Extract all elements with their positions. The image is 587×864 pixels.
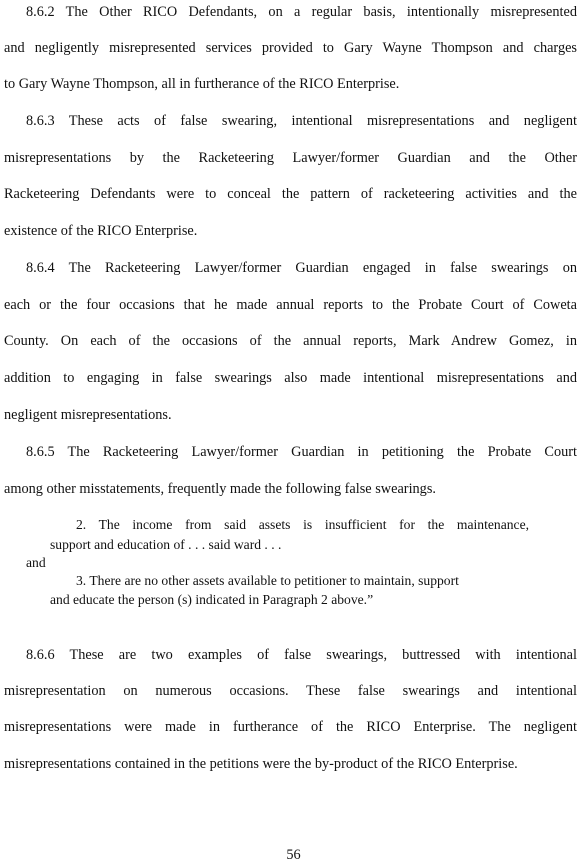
para-8-6-3-line-3: Racketeering Defendants were to conceal the pattern of racketeering activities and the xyxy=(4,186,577,202)
para-8-6-6-line-2: misrepresentation on numerous occasions. These false swearings and intentional xyxy=(4,683,577,699)
quote-line-3: 3. There are no other assets available to petitioner to maintain, support xyxy=(76,573,459,588)
para-8-6-3-line-4: existence of the RICO Enterprise. xyxy=(4,223,198,239)
para-8-6-3-line-1: 8.6.3 These acts of false swearing, intentional misrepresentations and negligent xyxy=(26,113,577,129)
para-8-6-2-line-3: to Gary Wayne Thompson, all in furtherance of the RICO Enterprise. xyxy=(4,76,400,92)
quote-and: and xyxy=(26,555,46,570)
para-8-6-5-line-1: 8.6.5 The Racketeering Lawyer/former Guardian in petitioning the Probate Court xyxy=(26,444,577,460)
para-8-6-2-line-1: 8.6.2 The Other RICO Defendants, on a regular basis, intentionally misrepresented xyxy=(26,4,577,20)
para-8-6-6-line-1: 8.6.6 These are two examples of false swearings, buttressed with intentional xyxy=(26,647,577,663)
quote-line-4: and educate the person (s) indicated in Paragraph 2 above.” xyxy=(50,592,374,607)
para-8-6-2-line-2: and negligently misrepresented services provided to Gary Wayne Thompson and charges xyxy=(4,40,577,56)
para-8-6-3-line-2: misrepresentations by the Racketeering Lawyer/former Guardian and the Other xyxy=(4,150,577,166)
para-8-6-5-line-2: among other misstatements, frequently made the following false swearings. xyxy=(4,481,436,497)
quote-line-1: 2. The income from said assets is insufficient for the maintenance, xyxy=(76,517,529,532)
quote-line-2: support and education of . . . said ward . . . xyxy=(50,537,282,552)
para-8-6-6-line-3: misrepresentations were made in furtherance of the RICO Enterprise. The negligent xyxy=(4,719,577,735)
para-8-6-4-line-5: negligent misrepresentations. xyxy=(4,407,172,423)
para-8-6-4-line-4: addition to engaging in false swearings also made intentional misrepresentations and xyxy=(4,370,577,386)
para-8-6-4-line-1: 8.6.4 The Racketeering Lawyer/former Guardian engaged in false swearings on xyxy=(26,260,577,276)
para-8-6-6-line-4: misrepresentations contained in the petitions were the by-product of the RICO Enterprise. xyxy=(4,756,518,772)
para-8-6-4-line-2: each or the four occasions that he made annual reports to the Probate Court of Coweta xyxy=(4,297,577,313)
para-8-6-4-line-3: County. On each of the occasions of the annual reports, Mark Andrew Gomez, in xyxy=(4,333,577,349)
page-number: 56 xyxy=(286,847,301,863)
